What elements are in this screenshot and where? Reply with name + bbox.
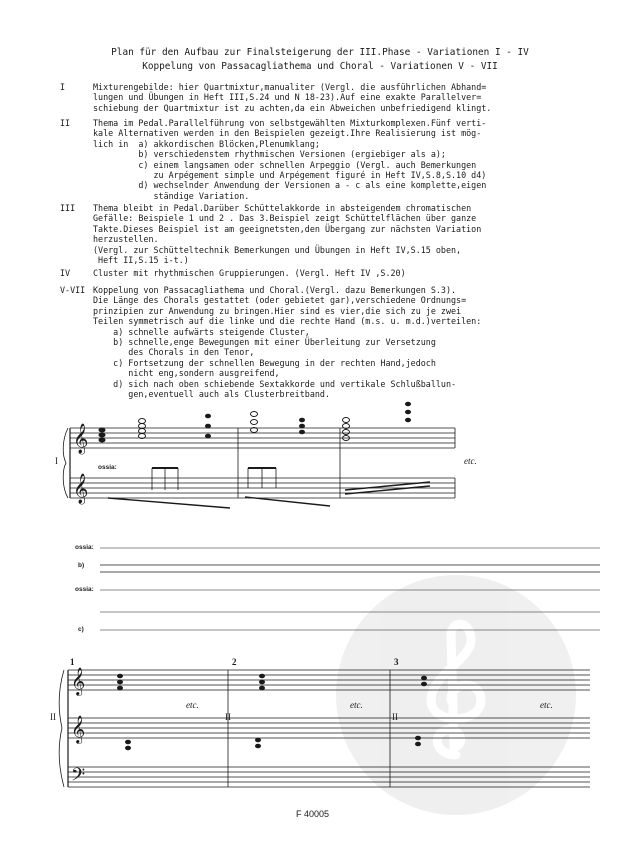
rhythm-examples [100,548,600,630]
system-1-label: I [55,456,58,466]
page-title-line-1: Plan für den Aufbau zur Finalsteigerung der III.Phase - Variationen I - IV [111,47,529,58]
text-line: Die Länge des Chorals gestattet (oder gebietet gar),verschiedene Ordnungs= [93,295,467,306]
text-line: schiebung der Quartmixtur ist zu achten,da ein Abweichen unbefriedigend klingt. [93,102,492,113]
treble-clef-icon: 𝄞 [71,667,86,695]
etc-label: etc. [350,700,363,710]
text-line: b) verschiedenstem rhythmischen Versionen (ergiebiger als a); [93,149,446,160]
etc-label: etc. [464,456,477,466]
text-line: Gefälle: Beispiele 1 und 2 . Das 3.Beispiel zeigt Schüttelflächen über ganze [93,213,477,224]
section-number: III [60,203,76,213]
text-line: Heft II,S.15 i-t.) [93,255,189,266]
text-line: lich in a) akkordischen Blöcken,Plenumklang; [93,138,320,149]
text-line: prinzipien zur Anwendung zu bringen.Hier sind es vier,die sich zu je zwei [93,305,462,316]
text-line: (Vergl. zur Schütteltechnik Bemerkungen und Übungen in Heft IV,S.15 oben, [93,244,462,255]
system-2-label: II [392,712,398,722]
section-number: IV [60,268,71,278]
text-line: ständige Variation. [93,190,250,201]
text-line: gen,eventuell auch als Clusterbreitband. [93,389,330,400]
text-line: a) schnelle aufwärts steigende Cluster, [93,326,310,337]
system-2-staves [59,670,590,787]
text-line: b) schnelle,enge Bewegungen mit einer Überleitung zur Versetzung [93,337,436,348]
system-1-treble-staff [70,428,455,448]
text-line: Thema im Pedal.Parallelführung von selbstgewählten Mixturkomplexen.Fünf verti- [93,118,487,128]
text-line: Takte.Dieses Beispiel ist am geeignetsten,den Übergang zur nächsten Variation [93,223,482,234]
text-line: Koppelung von Passacagliathema und Choral.(Vergl. dazu Bemerkungen S.3). [93,285,457,295]
row-label-b: b) [78,562,85,569]
text-line: c) einem langsamen oder schnellen Arpeggio (Vergl. auch Bemerkungen [93,159,477,170]
system-1-chords [99,402,412,443]
publisher-code: F 40005 [296,809,330,819]
treble-clef-icon: 𝄞 [73,424,89,454]
text-line: c) Fortsetzung der schnellen Bewegung in der rechten Hand,jedoch [93,357,436,368]
row-label-c: c) [78,626,84,633]
example-number-1: 1 [70,657,75,667]
ossia-label: ossia: [98,464,117,471]
example-number-2: 2 [232,657,237,667]
text-line: d) wechselnder Anwendung der Versionen a - c als eine komplette,eigen [93,180,487,191]
text-line: Mixturengebilde: hier Quartmixtur,manualiter (Vergl. die ausführlichen Abhand= [93,82,487,92]
treble-clef-icon: 𝄞 [73,474,89,504]
page-title-line-2: Koppelung von Passacagliathema und Choral - Variationen V - VII [142,61,498,72]
etc-label: etc. [540,700,553,710]
text-line: herzustellen. [93,234,159,245]
etc-label: etc. [186,700,199,710]
text-line: nicht eng,sondern ausgreifend, [93,368,280,379]
section-number: I [60,82,66,92]
text-line: des Chorals in den Tenor, [93,347,255,358]
text-line: Thema bleibt in Pedal.Darüber Schüttelakkorde in absteigendem chromatischen [93,203,472,213]
system-1-brace [63,428,68,498]
section-number: II [60,118,71,128]
text-line: d) sich nach oben schiebende Sextakkorde und vertikale Schlußballun- [93,378,457,389]
row-label-ossia: ossia: [75,544,94,551]
system-1-lower-staff [70,478,455,498]
text-line: Cluster mit rhythmischen Gruppierungen. (Vergl. Heft IV ,S.20) [93,268,406,278]
row-label-ossia: ossia: [75,586,94,593]
system-2-label: II [50,712,56,722]
bass-clef-icon: 𝄢 [71,765,86,790]
text-line: lungen und Übungen in Heft III,S.24 und N 18-23).Auf eine exakte Parallelver= [93,92,482,103]
system-2-label: II [225,712,231,722]
text-line: kale Alternativen werden in den Beispielen gezeigt.Ihre Realisierung ist mög- [93,128,482,139]
example-number-3: 3 [394,657,399,667]
text-line: zu Arpégement simple und Arpégement figuré in Heft IV,S.8,S.10 d4) [93,170,487,181]
section-number: V-VII [60,285,86,295]
text-line: Teilen symmetrisch auf die linke und die rechte Hand (m.s. u. m.d.)verteilen: [93,316,482,327]
treble-clef-icon: 𝄞 [71,715,86,743]
